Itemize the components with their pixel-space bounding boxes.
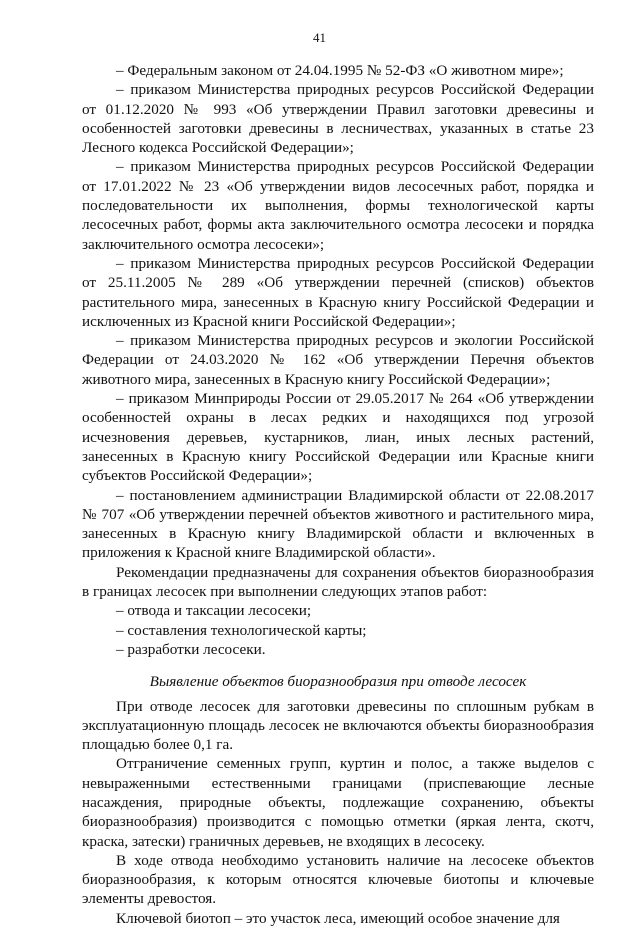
stage-item-development: – разработки лесосеки.	[116, 640, 266, 658]
section-heading: Выявление объектов биоразнообразия при отводе лесосек	[149, 673, 527, 691]
list-item-order-289: – приказом Министерства природных ресурсов Российской Федерации от 25.11.2005 № 289 «Об утверждении перечней (списков) объектов растительного мира, занесенных в Красную книгу Российской Федерации и исключенных из Красной книги Российской Федерации»;	[82, 254, 594, 330]
list-item-order-162: – приказом Министерства природных ресурсов и экологии Российской Федерации от 24.03.2020 № 162 «Об утверждении Перечня объектов животного мира, занесенных в Красную книгу Российской Федерации»;	[82, 332, 594, 388]
page-number: 41	[313, 30, 326, 45]
body-paragraph-allotment: При отводе лесосек для заготовки древесины по сплошным рубкам в эксплуатационную площадь лесосек не включаются объекты биоразнообразия площадью более 0,1 га.	[82, 697, 594, 754]
document-body	[82, 61, 594, 928]
list-item-order-993: – приказом Министерства природных ресурсов Российской Федерации от 01.12.2020 № 993 «Об утверждении Правил заготовки древесины и особенностей заготовки древесины в лесничествах, указанных в статье 23 Лесного кодекса Российской Федерации»;	[82, 81, 594, 157]
list-item-resolution-707: – постановлением администрации Владимирской области от 22.08.2017 № 707 «Об утверждении перечней объектов животного и растительного мира, занесенных в Красную книгу Владимирской области и включенных в приложения к Красной книге Владимирской области».	[82, 486, 594, 562]
body-paragraph-key-biotope: Ключевой биотоп – это участок леса, имеющий особое значение для	[116, 909, 560, 927]
recommendations-paragraph: Рекомендации предназначены для сохранения объектов биоразнообразия в границах лесосек при выполнении следующих этапов работ:	[82, 563, 594, 601]
list-item-order-23: – приказом Министерства природных ресурсов Российской Федерации от 17.01.2022 № 23 «Об утверждении видов лесосечных работ, порядка и последовательности их выполнения, формы технологической карты лесосечных работ, формы акта заключительного осмотра лесосеки и порядка заключительного осмотра лесосеки»;	[82, 158, 594, 253]
stage-item-tech-map: – составления технологической карты;	[116, 621, 367, 639]
list-item-federal-law: – Федеральным законом от 24.04.1995 № 52-ФЗ «О животном мире»;	[116, 62, 564, 79]
list-item-order-264: – приказом Минприроды России от 29.05.2017 № 264 «Об утверждении особенностей охраны в лесах редких и находящихся под угрозой исчезновения деревьев, кустарников, лиан, иных лесных растений, занесенных в Красную книгу Российской Федерации или Красные книги субъектов Российской Федерации»;	[82, 390, 594, 485]
body-paragraph-delimitation: Отграничение семенных групп, куртин и полос, а также выделов с невыраженными естественными границами (приспевающие лесные насаждения, природные объекты, подлежащие сохранению, объекты биоразнообразия) производится с помощью отметки (яркая лента, скотч, краска, затески) граничных деревьев, не входящих в лесосеку.	[82, 755, 594, 850]
stage-item-allotment: – отвода и таксации лесосеки;	[116, 602, 312, 620]
body-paragraph-biodiversity: В ходе отвода необходимо установить наличие на лесосеке объектов биоразнообразия, к которым относятся ключевые биотопы и ключевые элементы древостоя.	[82, 851, 594, 908]
